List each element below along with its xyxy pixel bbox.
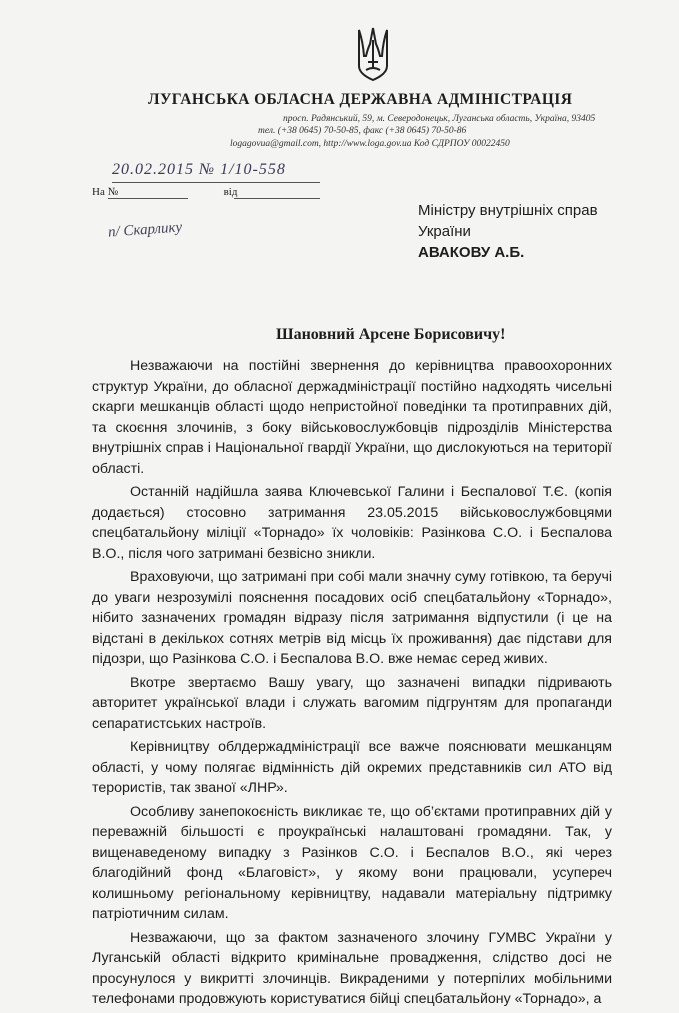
paragraph: Незважаючи на постійні звернення до керівництва правоохоронних структур України, до обласної держадміністрації постійно надходять чисельні скарги мешканців області щодо непристойної поведінки та протиправних дій, та скоєння злочинів, з боку військовослужбовців підрозділів Міністерства внутрішніх справ і Національної гвардії України, що дислокуються на території області. xyxy=(92,358,612,477)
reference-line xyxy=(112,182,320,183)
reference-line xyxy=(108,198,188,199)
handwritten-annotation: п/ Скарлику xyxy=(107,219,183,241)
addressee-line-2: України xyxy=(418,223,471,240)
paragraph: Керівництву облдержадміністрації все важче пояснювати мешканцям області, у чому полягає відмінність дій окремих представників сил АТО від терористів, так званої «ЛНР». xyxy=(92,739,612,796)
addressee-line-1: Міністру внутрішніх справ xyxy=(418,202,598,219)
addressee-block xyxy=(418,200,598,263)
salutation: Шановний Арсене Борисовичу! xyxy=(276,326,506,343)
paragraph: Особливу занепокоєність викликає те, що об’єктами протиправних дій у переважній більшості є проукраїнські налаштовані громадяни. Так, у вищенаведеному випадку з Разінков С.О. і Беспалов В.О., які через благодійний фонд «Благовіст», у якому вони працювали, усупереч колишньому регіональному керівництву, надавали матеріальну підтримку патріотичним силам. xyxy=(92,803,612,922)
paragraph: Незважаючи, що за фактом зазначеного злочину ГУМВС України у Луганській області відкрито кримінальне провадження, слідство досі не просунулося у викритті злочинців. Викраденими у потерпілих мобільними телефонами продовжують користуватися бійці спецбатальйону «Торнадо», а xyxy=(92,929,612,1007)
paragraph: Останній надійшла заява Ключевської Галини і Беспалової Т.Є. (копія додається) стосовно затримання 23.05.2015 військовослужбовцями спецбатальйону міліції «Торнадо» їх чоловіків: Разінкова С.О. і Беспалова В.О., після чого затримані безвісно зникли. xyxy=(92,484,612,562)
letter-body xyxy=(92,356,612,1013)
outgoing-reference-handwritten: 20.02.2015 № 1/10-558 xyxy=(112,161,286,178)
paragraph: Вкотре звертаємо Вашу увагу, що зазначені випадки підривають авторитет української влади і служать вагомим підгрунтям для пропаганди сепаратистських настроїв. xyxy=(92,674,612,732)
organization-title: ЛУГАНСЬКА ОБЛАСНА ДЕРЖАВНА АДМІНІСТРАЦІЯ xyxy=(148,91,573,108)
reference-row xyxy=(92,186,237,198)
trident-emblem-icon xyxy=(356,26,390,82)
paragraph: Враховуючи, що затримані при собі мали значну суму готівкою, та беручі до уваги незрозумілі пояснення посадових осіб спецбатальйону «Торнадо», нібито зазначених громадян відразу після затримання відпустили (і це на відстані в декількох сотнях метрів від місць їх проживання) дає підстави для підозри, що Разінкова С.О. і Беспалова В.О. вже немає серед живих. xyxy=(92,569,612,667)
contact-address: просп. Радянський, 59, м. Северодонецьк, Луганська область, Україна, 93405 xyxy=(283,114,596,124)
contact-web: logagovua@gmail.com, http://www.loga.gov.ua Код СДРПОУ 00022450 xyxy=(230,139,510,149)
reference-na-label: На № xyxy=(92,186,119,198)
contact-phone: тел. (+38 0645) 70-50-85, факс (+38 0645) 70-50-86 xyxy=(258,126,467,136)
reference-line xyxy=(234,198,320,199)
reference-vid-label: від xyxy=(223,186,238,198)
addressee-name: АВАКОВУ А.Б. xyxy=(418,244,525,261)
